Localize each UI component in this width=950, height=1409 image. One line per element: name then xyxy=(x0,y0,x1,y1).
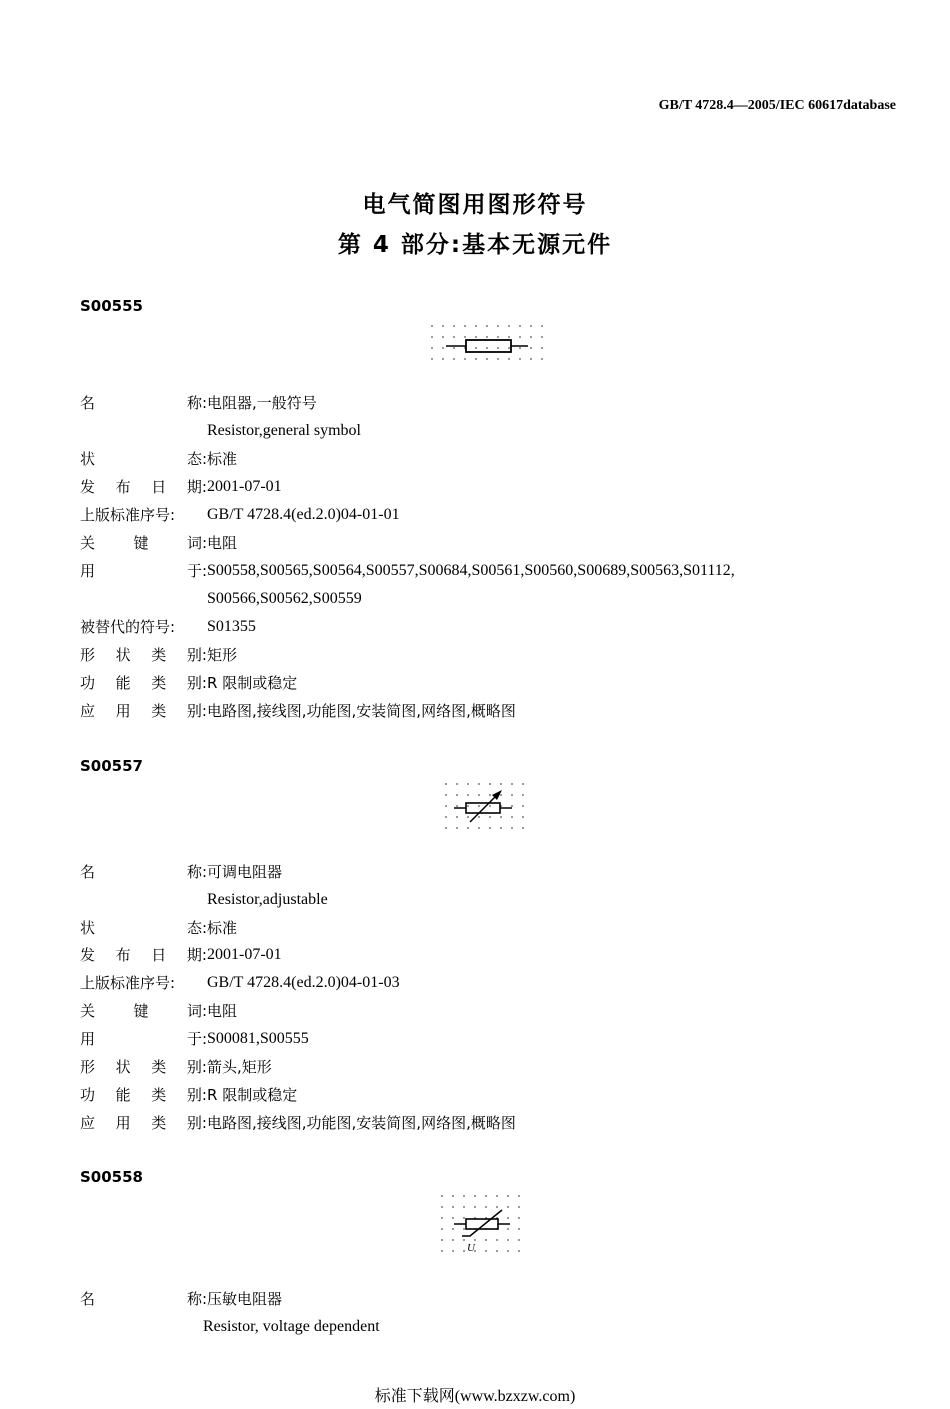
field-label: 状 态: xyxy=(80,919,207,937)
field-value: Resistor, voltage dependent xyxy=(203,1318,380,1335)
symbol-grid-dots xyxy=(445,783,524,829)
resistor-adjustable-symbol xyxy=(440,778,530,838)
standard-number: GB/T 4728.4—2005/IEC 60617database xyxy=(658,98,896,113)
field-label: 功 能 类 别: xyxy=(80,674,207,692)
field-label: 用 于: xyxy=(80,1030,207,1048)
symbol-code: S00555 xyxy=(80,297,143,315)
field-value: R 限制或稳定 xyxy=(207,674,298,692)
field-value: 电阻器,一般符号 xyxy=(207,394,317,412)
field-label: 形 状 类 别: xyxy=(80,646,207,664)
document-title: 电气简图用图形符号 xyxy=(362,192,588,218)
symbol-code: S00557 xyxy=(80,757,143,775)
field-value: R 限制或稳定 xyxy=(207,1086,298,1104)
field-label: 名 称: xyxy=(80,1290,207,1308)
field-label: 用 于: xyxy=(80,562,207,580)
field-label: 上版标准序号: xyxy=(80,974,176,992)
field-value: 矩形 xyxy=(207,646,238,664)
field-value: 电阻 xyxy=(207,1002,238,1020)
resistor-general-symbol xyxy=(426,320,548,368)
field-value: GB/T 4728.4(ed.2.0)04-01-03 xyxy=(207,974,400,991)
resistor-voltage-dependent-symbol xyxy=(436,1190,528,1262)
field-value: 箭头,矩形 xyxy=(207,1058,272,1076)
field-value: S01355 xyxy=(207,618,256,635)
field-value: 2001-07-01 xyxy=(207,946,282,963)
field-label: 名 称: xyxy=(80,394,207,412)
field-label: 应 用 类 别: xyxy=(80,1114,207,1132)
field-value: S00558,S00565,S00564,S00557,S00684,S00561,S00560,S00689,S00563,S01112, xyxy=(207,562,735,579)
field-label: 功 能 类 别: xyxy=(80,1086,207,1104)
symbol-letter: U xyxy=(467,1242,475,1254)
field-value: 可调电阻器 xyxy=(207,863,283,881)
document-subtitle: 第 4 部分:基本无源元件 xyxy=(337,232,613,258)
field-value: 2001-07-01 xyxy=(207,478,282,495)
symbol-code: S00558 xyxy=(80,1168,143,1186)
field-label: 被替代的符号: xyxy=(80,618,176,636)
field-value: 电阻 xyxy=(207,534,238,552)
field-value: 电路图,接线图,功能图,安装简图,网络图,概略图 xyxy=(207,702,516,720)
field-label: 发 布 日 期: xyxy=(80,478,207,496)
field-label: 关 键 词: xyxy=(80,534,207,552)
field-label: 上版标准序号: xyxy=(80,506,176,524)
symbol-grid-dots xyxy=(431,325,543,360)
field-value: Resistor,adjustable xyxy=(207,891,328,908)
field-value: 标准 xyxy=(207,450,238,468)
field-label: 应 用 类 别: xyxy=(80,702,207,720)
field-value: 电路图,接线图,功能图,安装简图,网络图,概略图 xyxy=(207,1114,516,1132)
field-value: 标准 xyxy=(207,919,238,937)
page-footer: 标准下载网(www.bzxzw.com) xyxy=(374,1388,576,1405)
field-value: GB/T 4728.4(ed.2.0)04-01-01 xyxy=(207,506,400,523)
field-label: 名 称: xyxy=(80,863,207,881)
field-value: S00081,S00555 xyxy=(207,1030,309,1047)
field-label: 状 态: xyxy=(80,450,207,468)
field-value: S00566,S00562,S00559 xyxy=(207,590,362,607)
field-value: Resistor,general symbol xyxy=(207,422,361,439)
field-label: 形 状 类 别: xyxy=(80,1058,207,1076)
field-label: 发 布 日 期: xyxy=(80,946,207,964)
field-label: 关 键 词: xyxy=(80,1002,207,1020)
field-value: 压敏电阻器 xyxy=(207,1290,283,1308)
